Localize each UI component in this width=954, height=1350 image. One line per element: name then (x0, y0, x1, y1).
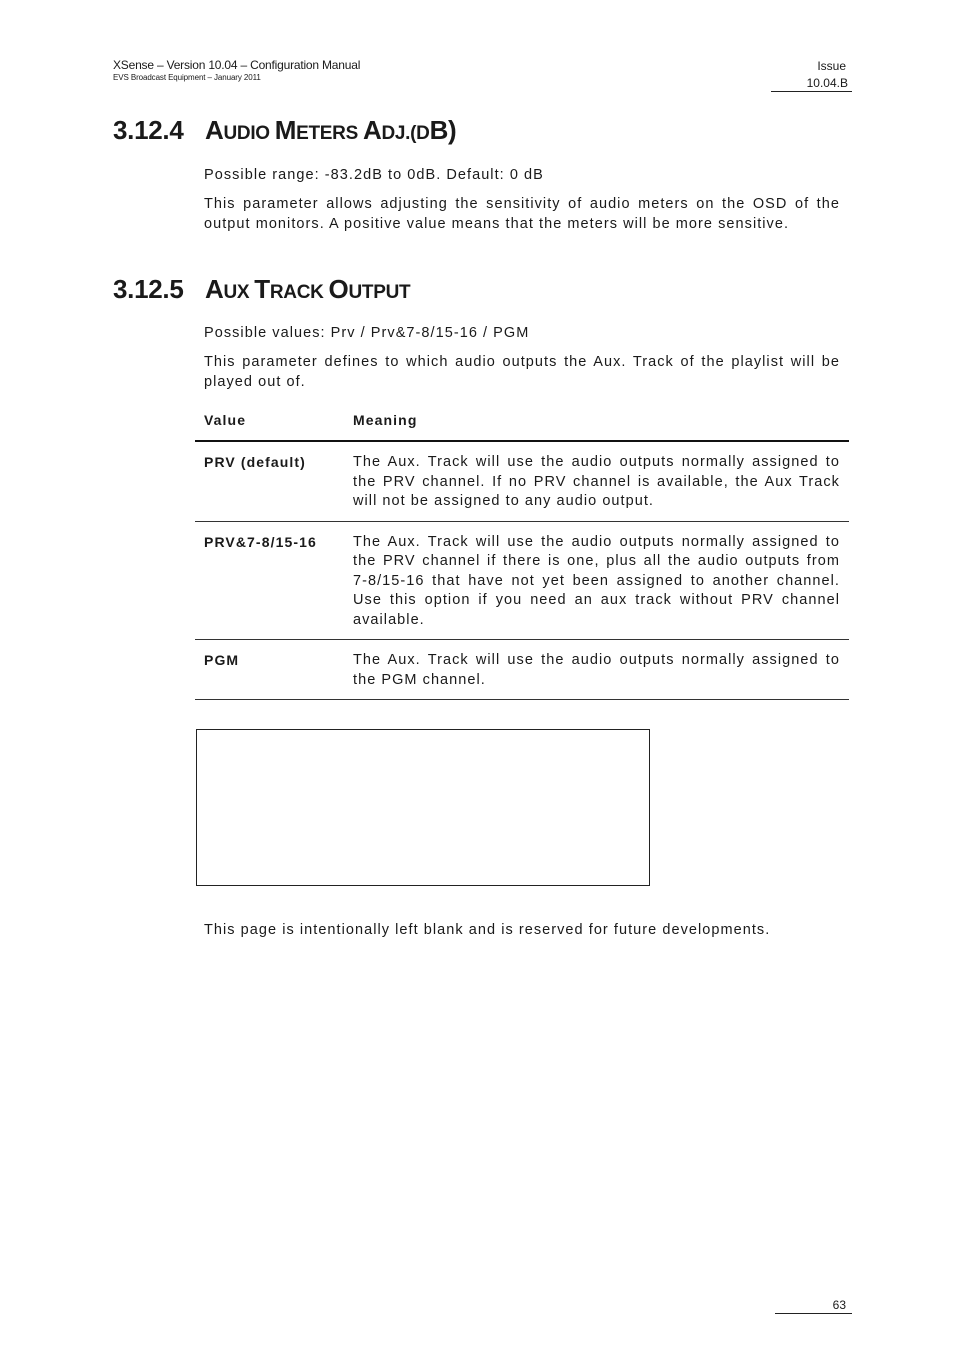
section-title-fragment: A (362, 115, 382, 145)
table-cell-meaning: The Aux. Track will use the audio outputs normally assigned to the PGM channel. (353, 652, 840, 688)
section-title-fragment: A (205, 274, 224, 304)
section-title-fragment: DJ.( (381, 123, 417, 144)
page-number: 63 (832, 1298, 846, 1312)
table-cell-value: PRV (default) (204, 454, 306, 470)
table-cell-meaning: The Aux. Track will use the audio outputs normally assigned to the PRV channel if there is one, plus all the audio outputs from 7-8/15-16 that have not yet been assigned to another channel. Use this option if you need an aux track without PRV channel available. (353, 533, 840, 628)
section-number: 3.12.4 (113, 115, 184, 145)
section-title-fragment: O (328, 274, 349, 304)
section-title-fragment: UDIO (223, 123, 275, 144)
section-title-fragment: B) (429, 115, 457, 145)
table-row (195, 442, 849, 522)
header-issue-label: Issue (817, 59, 846, 73)
blank-page-notice: This page is intentionally left blank and is reserved for future developments. (204, 922, 771, 938)
section-title-fragment: ETERS (296, 123, 363, 144)
aux-track-values-table (195, 408, 849, 700)
section-title-fragment: A (205, 115, 224, 145)
table-cell-value: PGM (204, 652, 240, 668)
table-header-value: Value (204, 412, 247, 428)
table-header-meaning: Meaning (353, 412, 418, 428)
table-header (195, 408, 849, 442)
section-title-fragment: RACK (269, 282, 329, 303)
footer-rule (775, 1313, 852, 1314)
section-title-fragment: UTPUT (348, 282, 411, 303)
audio-meters-description: This parameter allows adjusting the sensitivity of audio meters on the OSD of the output monitors. A positive value means that the meters will be more sensitive. (204, 196, 840, 232)
section-title (205, 274, 410, 304)
audio-meters-range: Possible range: -83.2dB to 0dB. Default: 0 dB (204, 167, 544, 183)
section-title-fragment: M (274, 115, 297, 145)
header-company-date: EVS Broadcast Equipment – January 2011 (113, 73, 261, 82)
aux-track-description: This parameter defines to which audio outputs the Aux. Track of the playlist will be played out of. (204, 354, 840, 390)
table-row (195, 640, 849, 700)
header-rule (771, 91, 852, 92)
section-heading-aux-track-output (113, 274, 410, 305)
header-document-title: XSense – Version 10.04 – Configuration Manual (113, 58, 361, 72)
section-number: 3.12.5 (113, 274, 184, 304)
table-cell-meaning: The Aux. Track will use the audio outputs normally assigned to the PRV channel. If no PRV channel is available, the Aux Track will not be assigned to any audio output. (353, 454, 840, 509)
table-cell-value: PRV&7-8/15-16 (204, 533, 317, 550)
section-title-fragment: D (416, 123, 430, 144)
section-title-fragment: UX (223, 282, 255, 303)
section-title-fragment: T (254, 274, 270, 304)
table-row (195, 522, 849, 641)
section-heading-audio-meters (113, 115, 456, 146)
aux-track-values: Possible values: Prv / Prv&7-8/15-16 / PGM (204, 325, 530, 341)
header-issue-number: 10.04.B (806, 76, 848, 90)
section-title (205, 115, 456, 145)
empty-frame-box (196, 729, 650, 886)
